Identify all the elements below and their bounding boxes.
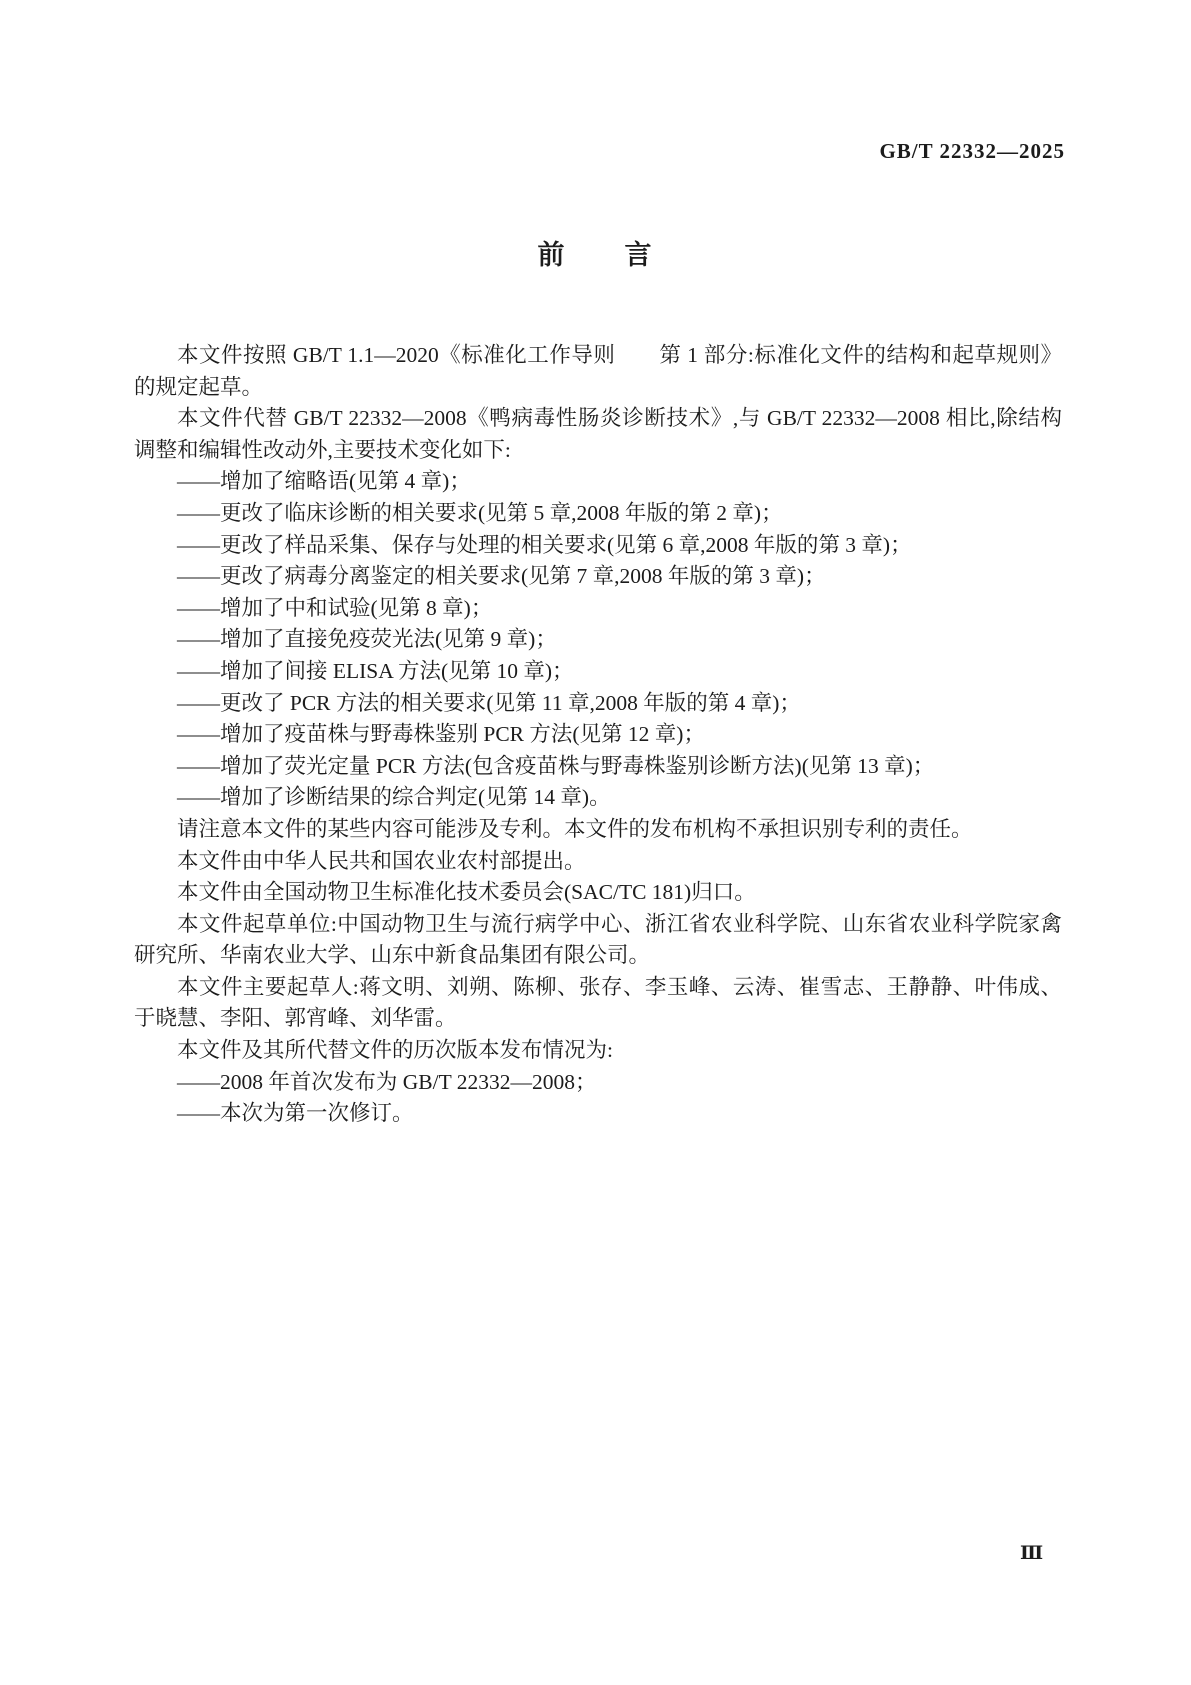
list-item-change-4: ——更改了病毒分离鉴定的相关要求(见第 7 章,2008 年版的第 3 章)； <box>177 564 826 589</box>
list-item-change-1: ——增加了缩略语(见第 4 章)； <box>177 469 471 494</box>
paragraph-history-intro: 本文件及其所代替文件的历次版本发布情况为: <box>177 1038 613 1063</box>
paragraph-intro-2: 本文件代替 GB/T 22332—2008《鸭病毒性肠炎诊断技术》,与 GB/T 22332—2008 相比,除结构调整和编辑性改动外,主要技术变化如下: <box>134 406 1062 462</box>
paragraph-patent-notice: 请注意本文件的某些内容可能涉及专利。本文件的发布机构不承担识别专利的责任。 <box>177 816 973 841</box>
list-item-change-8: ——更改了 PCR 方法的相关要求(见第 11 章,2008 年版的第 4 章)； <box>177 690 801 715</box>
paragraph-drafting-orgs: 本文件起草单位:中国动物卫生与流行病学中心、浙江省农业科学院、山东省农业科学院家禽研究所、华南农业大学、山东中新食品集团有限公司。 <box>134 911 1062 968</box>
list-item-change-3: ——更改了样品采集、保存与处理的相关要求(见第 6 章,2008 年版的第 3 章)； <box>177 532 912 557</box>
list-item-change-5: ——增加了中和试验(见第 8 章)； <box>177 595 493 620</box>
list-item-history-2: ——本次为第一次修订。 <box>177 1101 414 1126</box>
paragraph-intro-1: 本文件按照 GB/T 1.1—2020《标准化工作导则 第 1 部分:标准化文件的结构和起草规则》的规定起草。 <box>134 343 1062 399</box>
list-item-change-2: ——更改了临床诊断的相关要求(见第 5 章,2008 年版的第 2 章)； <box>177 500 783 525</box>
header-standard-code: GB/T 22332—2025 <box>879 139 1065 163</box>
page-number: Ⅲ <box>1020 1543 1044 1564</box>
list-item-change-6: ——增加了直接免疫荧光法(见第 9 章)； <box>177 627 557 652</box>
list-item-history-1: ——2008 年首次发布为 GB/T 22332—2008； <box>177 1069 597 1094</box>
list-item-change-7: ——增加了间接 ELISA 方法(见第 10 章)； <box>177 658 574 683</box>
foreword-body <box>134 340 1062 1130</box>
list-item-change-11: ——增加了诊断结果的综合判定(见第 14 章)。 <box>177 785 611 810</box>
page-title: 前 言 <box>537 240 654 270</box>
paragraph-proposed-by: 本文件由中华人民共和国农业农村部提出。 <box>177 848 586 873</box>
list-item-change-10: ——增加了荧光定量 PCR 方法(包含疫苗株与野毒株鉴别诊断方法)(见第 13 章)； <box>177 753 935 778</box>
paragraph-under-committee: 本文件由全国动物卫生标准化技术委员会(SAC/TC 181)归口。 <box>177 880 756 905</box>
paragraph-drafters: 本文件主要起草人:蒋文明、刘朔、陈柳、张存、李玉峰、云涛、崔雪志、王静静、叶伟成、于晓慧、李阳、郭宵峰、刘华雷。 <box>134 974 1062 1031</box>
list-item-change-9: ——增加了疫苗株与野毒株鉴别 PCR 方法(见第 12 章)； <box>177 722 705 747</box>
